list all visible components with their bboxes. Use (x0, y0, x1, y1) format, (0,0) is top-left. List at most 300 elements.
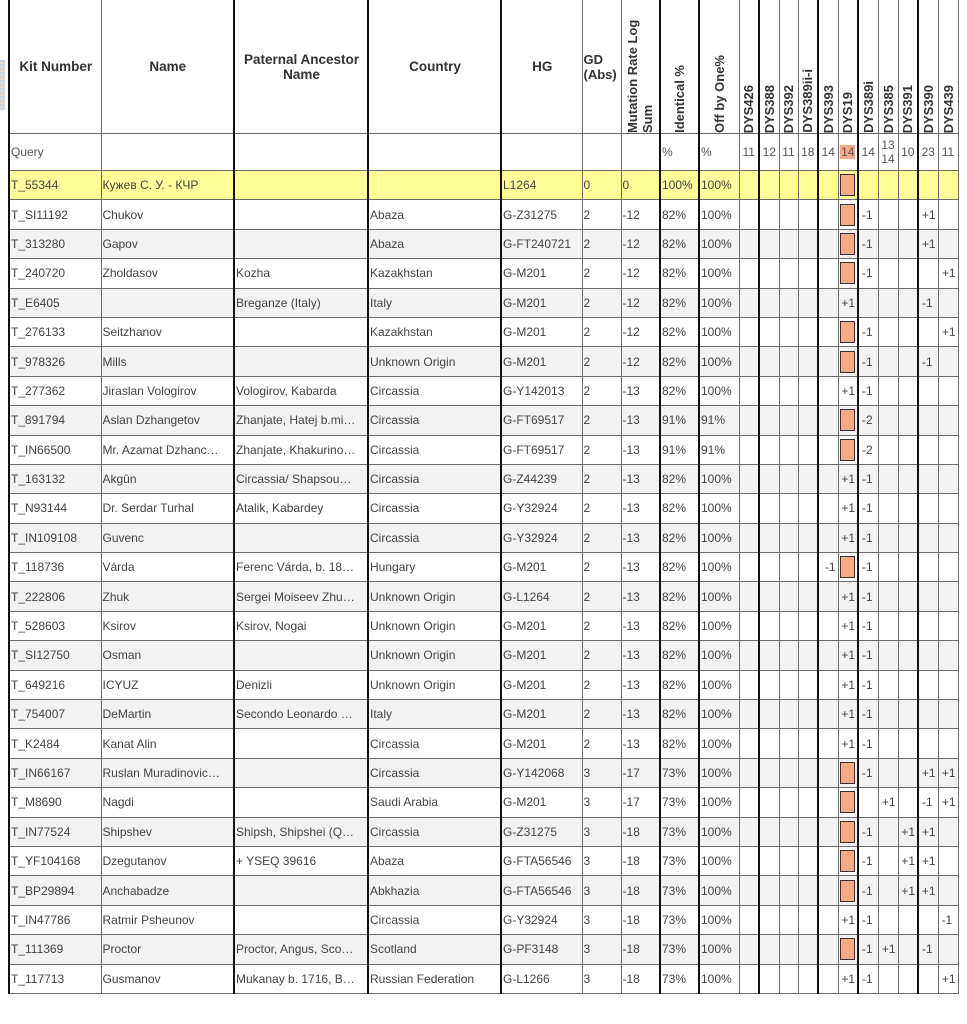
marker-diff-cell (818, 846, 838, 875)
name-cell: Várda (101, 553, 234, 582)
marker-diff-cell (818, 464, 838, 493)
header-kit-number[interactable]: Kit Number (9, 0, 101, 134)
header-marker[interactable] (938, 0, 958, 134)
match-row[interactable] (9, 758, 958, 787)
header-marker[interactable] (818, 0, 838, 134)
off-by-one-cell: 100% (699, 317, 739, 346)
haplogroup-cell: G-M201 (501, 553, 582, 582)
off-by-one-cell: 91% (699, 435, 739, 464)
marker-diff-cell (759, 905, 779, 934)
marker-diff-cell (779, 435, 798, 464)
marker-diff-cell (779, 406, 798, 435)
marker-diff-cell: -1 (858, 876, 878, 905)
row-header-marker (0, 60, 5, 110)
marker-diff-cell (798, 406, 818, 435)
marker-diff-cell: -1 (858, 729, 878, 758)
paternal-ancestor-cell: Kozha (234, 259, 368, 288)
marker-diff-cell: +1 (918, 876, 938, 905)
marker-diff-cell: -1 (918, 347, 938, 376)
identical-percent-cell: 82% (660, 729, 699, 758)
name-cell: Kanat Alin (101, 729, 234, 758)
kit-number-cell: T_754007 (9, 700, 101, 729)
marker-diff-cell (918, 523, 938, 552)
marker-diff-cell: -1 (858, 347, 878, 376)
kit-number-cell: T_SI12750 (9, 641, 101, 670)
header-row (9, 0, 958, 134)
paternal-ancestor-cell (234, 729, 368, 758)
off-by-one-cell: 100% (699, 494, 739, 523)
mismatch-highlight-box (840, 938, 855, 960)
genetic-distance-cell: 2 (582, 229, 621, 258)
mismatch-highlight-box (840, 262, 855, 284)
marker-diff-cell (938, 700, 958, 729)
match-row[interactable] (9, 582, 958, 611)
marker-diff-cell (938, 347, 958, 376)
marker-label: DYS389i (860, 80, 876, 133)
marker-diff-cell (878, 406, 898, 435)
match-row[interactable] (9, 846, 958, 875)
marker-diff-cell: -1 (858, 494, 878, 523)
country-cell: Circassia (368, 905, 501, 934)
off-by-one-cell: 100% (699, 171, 739, 200)
marker-diff-cell (818, 700, 838, 729)
identical-percent-cell: 73% (660, 758, 699, 787)
marker-diff-cell (858, 788, 878, 817)
genetic-distance-cell: 3 (582, 817, 621, 846)
kit-number-cell: T_SI11192 (9, 200, 101, 229)
marker-diff-cell (759, 317, 779, 346)
marker-diff-cell: +1 (938, 317, 958, 346)
marker-diff-cell (739, 964, 759, 993)
marker-diff-cell (898, 464, 918, 493)
mutation-rate-cell: -13 (621, 700, 660, 729)
country-cell (368, 171, 501, 200)
match-row[interactable] (9, 229, 958, 258)
marker-diff-cell (898, 523, 918, 552)
query-marker-value: 14 (818, 134, 838, 171)
name-cell: Dzegutanov (101, 846, 234, 875)
marker-diff-cell (798, 788, 818, 817)
marker-diff-cell (898, 582, 918, 611)
name-cell: Mills (101, 347, 234, 376)
marker-diff-cell (798, 435, 818, 464)
marker-diff-cell: -1 (858, 553, 878, 582)
marker-diff-cell: +1 (838, 905, 858, 934)
marker-diff-cell (938, 494, 958, 523)
kit-number-cell: T_313280 (9, 229, 101, 258)
marker-diff-cell (798, 935, 818, 964)
paternal-ancestor-cell: Vologirov, Kabarda (234, 376, 368, 405)
identical-percent-cell: 82% (660, 494, 699, 523)
haplogroup-cell: L1264 (501, 171, 582, 200)
marker-diff-cell: -1 (858, 700, 878, 729)
header-identical[interactable] (660, 0, 699, 134)
marker-diff-cell (878, 229, 898, 258)
header-marker[interactable] (898, 0, 918, 134)
name-cell: Proctor (101, 935, 234, 964)
mutation-rate-cell: -13 (621, 523, 660, 552)
mutation-rate-cell: -13 (621, 406, 660, 435)
identical-percent-cell: 73% (660, 876, 699, 905)
marker-diff-cell (818, 611, 838, 640)
header-name[interactable]: Name (101, 0, 234, 134)
marker-diff-cell (739, 288, 759, 317)
marker-diff-cell: -1 (858, 200, 878, 229)
paternal-ancestor-cell: Proctor, Angus, Sco… (234, 935, 368, 964)
kit-number-cell: T_M8690 (9, 788, 101, 817)
country-cell: Kazakhstan (368, 317, 501, 346)
marker-diff-cell (878, 700, 898, 729)
marker-diff-cell (798, 553, 818, 582)
match-row[interactable] (9, 905, 958, 934)
marker-diff-cell (739, 464, 759, 493)
paternal-ancestor-cell (234, 788, 368, 817)
country-cell: Abkhazia (368, 876, 501, 905)
marker-diff-cell (918, 641, 938, 670)
match-row[interactable] (9, 729, 958, 758)
marker-diff-cell (818, 758, 838, 787)
match-row[interactable] (9, 317, 958, 346)
paternal-ancestor-cell: Zhanjate, Hatej b.mi… (234, 406, 368, 435)
identical-percent-cell: 82% (660, 553, 699, 582)
marker-diff-cell (759, 758, 779, 787)
marker-diff-cell (779, 494, 798, 523)
mutation-rate-cell: -18 (621, 935, 660, 964)
match-row[interactable] (9, 553, 958, 582)
match-row[interactable] (9, 700, 958, 729)
match-row[interactable] (9, 406, 958, 435)
country-cell: Hungary (368, 553, 501, 582)
marker-diff-cell: -1 (918, 288, 938, 317)
genetic-distance-cell: 3 (582, 905, 621, 934)
match-row[interactable] (9, 935, 958, 964)
marker-diff-cell (798, 494, 818, 523)
haplogroup-cell: G-Y142068 (501, 758, 582, 787)
marker-diff-cell (798, 347, 818, 376)
query-off-by-one: % (699, 134, 739, 171)
marker-diff-cell (818, 641, 838, 670)
country-cell: Unknown Origin (368, 670, 501, 699)
marker-diff-cell: -2 (858, 406, 878, 435)
paternal-ancestor-cell (234, 347, 368, 376)
paternal-ancestor-cell (234, 641, 368, 670)
mutation-rate-cell: -17 (621, 758, 660, 787)
marker-diff-cell (818, 317, 838, 346)
marker-diff-cell (898, 553, 918, 582)
marker-diff-cell (739, 876, 759, 905)
paternal-ancestor-cell (234, 171, 368, 200)
match-row[interactable] (9, 494, 958, 523)
mutation-rate-cell: -12 (621, 229, 660, 258)
genetic-distance-cell: 2 (582, 376, 621, 405)
marker-diff-cell (818, 435, 838, 464)
match-row[interactable] (9, 288, 958, 317)
haplogroup-cell: G-FTA56546 (501, 846, 582, 875)
header-marker[interactable] (759, 0, 779, 134)
marker-diff-cell (798, 905, 818, 934)
name-cell: Ruslan Muradinovic… (101, 758, 234, 787)
match-row[interactable] (9, 376, 958, 405)
marker-diff-cell (898, 641, 918, 670)
country-cell: Circassia (368, 523, 501, 552)
marker-diff-cell (759, 494, 779, 523)
mutation-rate-cell: -13 (621, 376, 660, 405)
marker-diff-cell (779, 788, 798, 817)
marker-diff-cell: +1 (938, 259, 958, 288)
marker-diff-cell (878, 641, 898, 670)
marker-diff-cell: +1 (918, 817, 938, 846)
marker-diff-cell (818, 935, 838, 964)
marker-diff-cell: +1 (838, 611, 858, 640)
match-row[interactable] (9, 641, 958, 670)
off-by-one-cell: 100% (699, 376, 739, 405)
marker-label: DYS389ii-i (800, 69, 816, 133)
name-cell: Mr. Azamat Dzhanc… (101, 435, 234, 464)
marker-diff-cell (779, 376, 798, 405)
marker-diff-cell (798, 259, 818, 288)
marker-diff-cell (838, 259, 858, 288)
country-cell: Circassia (368, 494, 501, 523)
mutation-rate-cell: -13 (621, 582, 660, 611)
marker-diff-cell (739, 494, 759, 523)
header-gd[interactable]: GD (Abs) (582, 0, 621, 134)
genetic-distance-cell: 2 (582, 464, 621, 493)
kit-number-cell: T_163132 (9, 464, 101, 493)
marker-diff-cell: +1 (918, 846, 938, 875)
name-cell: Aslan Dzhangetov (101, 406, 234, 435)
header-mutation-rate[interactable] (621, 0, 660, 134)
mismatch-highlight-box (840, 174, 855, 196)
left-gutter (0, 0, 8, 1024)
marker-diff-cell (938, 376, 958, 405)
marker-diff-cell (938, 670, 958, 699)
marker-diff-cell (938, 846, 958, 875)
marker-diff-cell (798, 611, 818, 640)
marker-diff-cell (739, 406, 759, 435)
kit-number-cell: T_111369 (9, 935, 101, 964)
match-row[interactable] (9, 347, 958, 376)
marker-diff-cell: -1 (918, 788, 938, 817)
country-cell: Unknown Origin (368, 347, 501, 376)
haplogroup-cell: G-M201 (501, 288, 582, 317)
haplogroup-cell: G-M201 (501, 259, 582, 288)
name-cell: Seitzhanov (101, 317, 234, 346)
mismatch-highlight-box (840, 204, 855, 226)
marker-diff-cell (798, 288, 818, 317)
haplogroup-cell: G-M201 (501, 317, 582, 346)
off-by-one-cell: 100% (699, 817, 739, 846)
marker-diff-cell (798, 876, 818, 905)
query-paternal (234, 134, 368, 171)
identical-percent-cell: 73% (660, 935, 699, 964)
match-row[interactable] (9, 259, 958, 288)
country-cell: Circassia (368, 729, 501, 758)
marker-diff-cell: -1 (818, 553, 838, 582)
identical-percent-cell: 82% (660, 641, 699, 670)
marker-diff-cell (779, 347, 798, 376)
marker-diff-cell (798, 700, 818, 729)
marker-diff-cell (878, 582, 898, 611)
marker-diff-cell (858, 171, 878, 200)
header-marker[interactable] (918, 0, 938, 134)
identical-percent-cell: 82% (660, 229, 699, 258)
marker-diff-cell (938, 171, 958, 200)
name-cell: Chukov (101, 200, 234, 229)
haplogroup-cell: G-Z31275 (501, 817, 582, 846)
kit-number-cell: T_891794 (9, 406, 101, 435)
marker-diff-cell (878, 200, 898, 229)
marker-diff-cell (838, 846, 858, 875)
genetic-distance-cell: 3 (582, 876, 621, 905)
query-marker-value: 23 (918, 134, 938, 171)
paternal-ancestor-cell: Atalik, Kabardey (234, 494, 368, 523)
marker-diff-cell (759, 641, 779, 670)
header-off-by-one[interactable] (699, 0, 739, 134)
header-marker[interactable] (878, 0, 898, 134)
marker-diff-cell (838, 317, 858, 346)
header-hg[interactable]: HG (501, 0, 582, 134)
query-marker-value: 14 (858, 134, 878, 171)
name-cell: Nagdi (101, 788, 234, 817)
marker-diff-cell (779, 935, 798, 964)
query-label: Query (9, 134, 101, 171)
match-row[interactable] (9, 817, 958, 846)
marker-diff-cell (759, 964, 779, 993)
marker-diff-cell: -1 (858, 376, 878, 405)
header-paternal-ancestor[interactable]: Paternal Ancestor Name (234, 0, 368, 134)
match-row[interactable] (9, 611, 958, 640)
match-row[interactable] (9, 435, 958, 464)
marker-diff-cell (759, 200, 779, 229)
country-cell: Unknown Origin (368, 611, 501, 640)
marker-diff-cell (838, 200, 858, 229)
query-mutation (621, 134, 660, 171)
header-marker[interactable] (858, 0, 878, 134)
match-row[interactable] (9, 670, 958, 699)
mutation-rate-cell: -13 (621, 670, 660, 699)
match-row[interactable] (9, 876, 958, 905)
marker-diff-cell (779, 817, 798, 846)
match-row[interactable] (9, 788, 958, 817)
mismatch-highlight-box (840, 439, 855, 461)
identical-percent-cell: 91% (660, 406, 699, 435)
marker-diff-cell (798, 464, 818, 493)
match-row[interactable] (9, 464, 958, 493)
marker-diff-cell (918, 259, 938, 288)
marker-diff-cell (779, 846, 798, 875)
kit-number-cell: T_N93144 (9, 494, 101, 523)
marker-diff-cell (759, 288, 779, 317)
match-row[interactable] (9, 964, 958, 993)
marker-label: DYS392 (781, 84, 796, 133)
marker-diff-cell (739, 376, 759, 405)
marker-diff-cell: +1 (838, 582, 858, 611)
marker-diff-cell (779, 200, 798, 229)
match-row[interactable] (9, 200, 958, 229)
marker-diff-cell (838, 435, 858, 464)
marker-diff-cell (818, 494, 838, 523)
marker-diff-cell: +1 (878, 935, 898, 964)
haplogroup-cell: G-M201 (501, 611, 582, 640)
marker-diff-cell (739, 817, 759, 846)
off-by-one-cell: 100% (699, 876, 739, 905)
marker-diff-cell (779, 905, 798, 934)
genetic-distance-cell: 2 (582, 729, 621, 758)
haplogroup-cell: G-Z44239 (501, 464, 582, 493)
marker-diff-cell: -1 (858, 259, 878, 288)
header-marker[interactable] (779, 0, 798, 134)
country-cell: Italy (368, 700, 501, 729)
haplogroup-cell: G-M201 (501, 729, 582, 758)
marker-diff-cell (898, 729, 918, 758)
marker-diff-cell (818, 406, 838, 435)
paternal-ancestor-cell: Sergei Moiseev Zhu… (234, 582, 368, 611)
marker-diff-cell (898, 935, 918, 964)
header-marker[interactable] (739, 0, 759, 134)
mismatch-highlight-box (840, 791, 855, 813)
header-country[interactable]: Country (368, 0, 501, 134)
off-by-one-cell: 100% (699, 553, 739, 582)
marker-diff-cell: -1 (858, 641, 878, 670)
off-by-one-cell: 100% (699, 700, 739, 729)
marker-diff-cell (838, 553, 858, 582)
country-cell: Unknown Origin (368, 641, 501, 670)
off-by-one-cell: 100% (699, 964, 739, 993)
paternal-ancestor-cell: Shipsh, Shipshei (Q… (234, 817, 368, 846)
marker-diff-cell (779, 611, 798, 640)
identical-percent-cell: 82% (660, 611, 699, 640)
marker-diff-cell (798, 229, 818, 258)
country-cell: Abaza (368, 846, 501, 875)
marker-diff-cell (798, 317, 818, 346)
haplogroup-cell: G-M201 (501, 641, 582, 670)
query-marker-value: 13 14 (878, 134, 898, 171)
marker-diff-cell (739, 553, 759, 582)
kit-number-cell: T_IN47786 (9, 905, 101, 934)
marker-diff-cell (798, 523, 818, 552)
haplogroup-cell: G-M201 (501, 670, 582, 699)
header-mutation-rate-label: Mutation Rate Log Sum (625, 19, 656, 133)
marker-diff-cell (898, 288, 918, 317)
country-cell: Unknown Origin (368, 582, 501, 611)
marker-diff-cell (759, 611, 779, 640)
marker-diff-cell (878, 171, 898, 200)
identical-percent-cell: 73% (660, 788, 699, 817)
marker-diff-cell (938, 523, 958, 552)
genetic-distance-cell: 0 (582, 171, 621, 200)
marker-diff-cell (918, 494, 938, 523)
mutation-rate-cell: -13 (621, 641, 660, 670)
marker-diff-cell (918, 582, 938, 611)
marker-diff-cell (898, 229, 918, 258)
marker-diff-cell (739, 935, 759, 964)
marker-diff-cell (779, 553, 798, 582)
marker-diff-cell (918, 435, 938, 464)
marker-diff-cell (898, 788, 918, 817)
header-marker[interactable] (838, 0, 858, 134)
marker-diff-cell (878, 905, 898, 934)
identical-percent-cell: 82% (660, 523, 699, 552)
country-cell: Kazakhstan (368, 259, 501, 288)
match-row[interactable] (9, 523, 958, 552)
marker-diff-cell (878, 670, 898, 699)
genetic-distance-cell: 2 (582, 288, 621, 317)
marker-diff-cell (898, 670, 918, 699)
header-marker[interactable] (798, 0, 818, 134)
marker-diff-cell (898, 435, 918, 464)
reference-row[interactable] (9, 171, 958, 200)
marker-diff-cell (898, 259, 918, 288)
